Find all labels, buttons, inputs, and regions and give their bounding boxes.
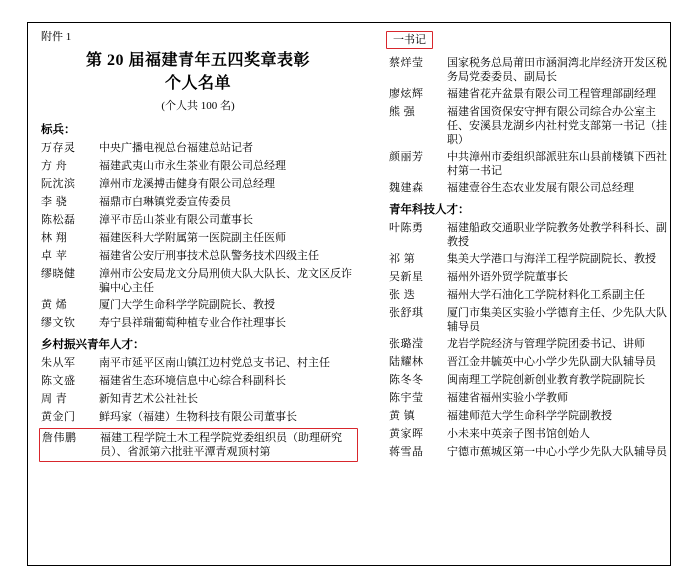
person-name: 张 迭 <box>389 289 416 301</box>
person-title: 寿宁县祥瑞葡萄种植专业合作社理事长 <box>99 317 286 329</box>
list-item <box>38 267 358 295</box>
person-title: 福建武夷山市永生茶业有限公司总经理 <box>99 160 286 172</box>
person-name: 朱从军 <box>41 357 76 369</box>
section-heading-sci-tech-talent: 青年科技人才： <box>389 204 470 216</box>
person-title: 宁德市蕉城区第一中心小学少先队大队辅导员 <box>447 446 667 458</box>
person-name: 黄家晖 <box>389 428 424 440</box>
person-title: 闽南理工学院创新创业教育教学院副院长 <box>447 374 645 386</box>
person-name: 黄 烯 <box>41 299 68 311</box>
list-item <box>386 306 676 334</box>
list-item <box>386 221 676 249</box>
list-item <box>38 374 358 389</box>
list-item <box>386 391 676 406</box>
person-title: 鲜玛家（福建）生物科技有限公司董事长 <box>99 411 297 423</box>
person-name: 詹伟鹏 <box>42 432 77 444</box>
person-title: 福建医科大学附属第一医院副主任医师 <box>99 232 286 244</box>
person-title: 福建师范大学生命科学学院副教授 <box>447 410 612 422</box>
person-title: 厦门大学生命科学学院副院长、教授 <box>99 299 275 311</box>
list-item <box>386 445 676 460</box>
person-title: 厦门市集美区实验小学德育主任、少先队大队辅导员 <box>447 307 667 333</box>
list-item <box>386 105 676 147</box>
list-item <box>38 392 358 407</box>
highlighted-list-item <box>39 428 358 462</box>
right-column <box>386 30 676 463</box>
person-title: 中央广播电视总台福建总站记者 <box>99 142 253 154</box>
person-title: 福建工程学院土木工程学院党委组织员（助理研究员）、省派第六批驻平潭青观顶村第 <box>100 432 342 458</box>
person-name: 陈冬冬 <box>389 374 424 386</box>
highlighted-continued-text: 一书记 <box>386 31 433 49</box>
person-name: 蔡烊莹 <box>389 57 424 69</box>
person-title: 漳州市龙溪搏击健身有限公司总经理 <box>99 178 275 190</box>
list-item <box>386 427 676 442</box>
person-name: 缪晓健 <box>41 268 76 280</box>
list-item <box>38 141 358 156</box>
person-name: 黄 镇 <box>389 410 416 422</box>
list-item <box>386 181 676 196</box>
person-name: 万存灵 <box>41 142 76 154</box>
list-item <box>38 410 358 425</box>
list-item <box>386 337 676 352</box>
person-title: 集美大学港口与海洋工程学院副院长、教授 <box>447 253 656 265</box>
list-item <box>38 298 358 313</box>
person-name: 蒋雪晶 <box>389 446 424 458</box>
person-title: 晋江金井毓英中心小学少先队副大队辅导员 <box>447 356 656 368</box>
person-name: 陈宇莹 <box>389 392 424 404</box>
person-title: 福鼎市白琳镇党委宣传委员 <box>99 196 231 208</box>
person-name: 周 青 <box>41 393 68 405</box>
page-title-line1: 第 20 届福建青年五四奖章表彰 <box>85 52 310 69</box>
person-title: 福建省国资保安守押有限公司综合办公室主任、安溪县龙湖乡内社村党支部第一书记（挂职） <box>447 106 667 146</box>
list-item <box>386 56 676 84</box>
person-name: 陆耀林 <box>389 356 424 368</box>
person-name: 阮沈滨 <box>41 178 76 190</box>
list-item <box>38 356 358 371</box>
person-name: 颜丽芳 <box>389 151 424 163</box>
person-name: 方 舟 <box>41 160 68 172</box>
person-title: 福建省花卉盆景有限公司工程管理部副经理 <box>447 88 656 100</box>
person-title: 漳平市岳山茶业有限公司董事长 <box>99 214 253 226</box>
list-item <box>386 252 676 267</box>
list-item <box>38 159 358 174</box>
list-item <box>386 270 676 285</box>
section-heading-rural-talent: 乡村振兴青年人才： <box>41 339 145 351</box>
list-item <box>38 213 358 228</box>
page-subtitle: (个人共 100 名) <box>161 100 235 112</box>
person-name: 廖炫辉 <box>389 88 424 100</box>
person-name: 黄金门 <box>41 411 76 423</box>
person-name: 张璐滢 <box>389 338 424 350</box>
person-title: 龙岩学院经济与管理学院团委书记、讲师 <box>447 338 645 350</box>
person-title: 中共漳州市委组织部派驻东山县前楼镇下西社村第一书记 <box>447 151 667 177</box>
person-name: 陈松磊 <box>41 214 76 226</box>
left-column <box>38 30 358 465</box>
person-title: 福建省生态环境信息中心综合科副科长 <box>99 375 286 387</box>
person-title: 小未来中英亲子图书馆创始人 <box>447 428 590 440</box>
person-name: 祁 第 <box>389 253 416 265</box>
person-name: 陈文盛 <box>41 375 76 387</box>
list-item <box>38 195 358 210</box>
list-item <box>38 316 358 331</box>
person-name: 卓 苹 <box>41 250 68 262</box>
person-name: 林 翔 <box>41 232 68 244</box>
list-item <box>386 355 676 370</box>
attachment-label: 附件 1 <box>41 31 72 43</box>
continued-text-wrap <box>386 30 676 50</box>
list-item <box>38 177 358 192</box>
section-heading-biaobing: 标兵： <box>41 124 76 136</box>
list-item <box>386 150 676 178</box>
person-title: 新知青艺术公社社长 <box>99 393 198 405</box>
person-name: 李 骁 <box>41 196 68 208</box>
person-name: 吴新星 <box>389 271 424 283</box>
list-item <box>386 87 676 102</box>
person-title: 漳州市公安局龙文分局刑侦大队大队长、龙文区反诈骗中心主任 <box>99 268 352 294</box>
person-title: 福建省公安厅刑事技术总队警务技术四级主任 <box>99 250 319 262</box>
list-item <box>38 231 358 246</box>
person-title: 福州大学石油化工学院材料化工系副主任 <box>447 289 645 301</box>
list-item <box>386 373 676 388</box>
list-item <box>386 288 676 303</box>
person-title: 国家税务总局莆田市涵洞湾北岸经济开发区税务局党委委员、副局长 <box>447 57 667 83</box>
person-name: 叶陈勇 <box>389 222 424 234</box>
page-title-line2: 个人名单 <box>164 75 231 92</box>
list-item <box>386 409 676 424</box>
person-name: 缪文钦 <box>41 317 76 329</box>
person-title: 南平市延平区南山镇江边村党总支书记、村主任 <box>99 357 330 369</box>
person-name: 张舒琪 <box>389 307 424 319</box>
person-title: 福建省福州实验小学教师 <box>447 392 568 404</box>
list-item <box>38 249 358 264</box>
person-title: 福建船政交通职业学院教务处教学科科长、副教授 <box>447 222 667 248</box>
person-title: 福建壹谷生态农业发展有限公司总经理 <box>447 182 634 194</box>
person-name: 熊 强 <box>389 106 416 118</box>
person-name: 魏建森 <box>389 182 424 194</box>
person-title: 福州外语外贸学院董事长 <box>447 271 568 283</box>
